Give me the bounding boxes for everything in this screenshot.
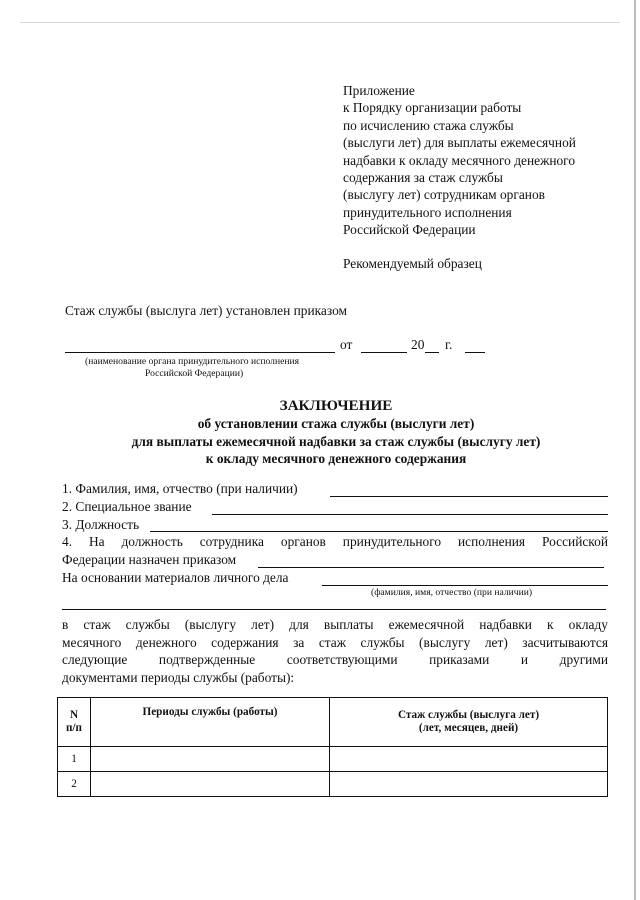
fio-continuation-blank[interactable] [62, 609, 606, 610]
num-header-line: п/п [65, 722, 82, 734]
rank-row [62, 499, 608, 517]
periods-header: Периоды службы (работы) [91, 698, 330, 747]
table-header-row [58, 698, 608, 747]
organ-caption-line: (наименование органа принудительного исполнения [85, 356, 300, 367]
order-fill-row [65, 337, 520, 357]
year-blank[interactable] [425, 352, 439, 353]
appendix-line: содержания за стаж службы [343, 170, 503, 186]
appointed-row: 4. На должность сотрудника органов принудительного исполнения Российской [62, 534, 608, 550]
form-fields [62, 481, 608, 588]
rank-label: 2. Специальное звание [62, 498, 192, 514]
position-label: 3. Должность [62, 516, 140, 532]
year-suffix: г. [445, 337, 453, 352]
position-row [62, 517, 608, 535]
number-blank[interactable] [465, 352, 485, 353]
tenure-header-line: Стаж службы (выслуга лет) [397, 709, 540, 721]
period-cell[interactable] [91, 772, 330, 797]
paragraph-line: следующие подтвержденные соответствующими приказами и другими [62, 652, 608, 668]
paragraph-line: месячного денежного содержания за стаж службы (выслугу лет) засчитываются [62, 634, 608, 650]
organ-caption-line: Российской Федерации) [145, 368, 244, 379]
year-prefix: 20 [411, 337, 425, 352]
paragraph-line: в стаж службы (выслугу лет) для выплаты ежемесячной надбавки к окладу [62, 617, 608, 632]
appendix-line: к Порядку организации работы [343, 100, 522, 116]
table-row [58, 747, 608, 772]
fio-blank[interactable] [330, 496, 608, 497]
tenure-cell[interactable] [330, 772, 608, 797]
scan-top-edge [20, 22, 620, 23]
heading-line: для выплаты ежемесячной надбавки за стаж службы (выслугу лет) [131, 433, 541, 449]
basis-row [62, 570, 608, 588]
fio-row [62, 481, 608, 499]
rank-blank[interactable] [212, 514, 608, 515]
appendix-block [343, 82, 633, 239]
order-established-text: Стаж службы (выслуга лет) установлен приказом [65, 303, 348, 318]
appointed-order-row [62, 552, 608, 570]
fio-caption: (фамилия, имя, отчество (при наличии) [371, 587, 533, 598]
organ-blank[interactable] [65, 352, 335, 353]
period-cell[interactable] [91, 747, 330, 772]
tenure-cell[interactable] [330, 747, 608, 772]
appendix-line: принудительного исполнения [343, 204, 512, 220]
position-blank[interactable] [150, 531, 608, 532]
appendix-line: (выслугу лет) сотрудникам органов [343, 187, 545, 203]
heading-line: к окладу месячного денежного содержания [205, 451, 467, 466]
table-row [58, 772, 608, 797]
paragraph-line: документами периоды службы (работы): [62, 669, 295, 685]
appendix-line: Российской Федерации [343, 222, 476, 238]
appendix-line: (выслуги лет) для выплаты ежемесячной [343, 135, 576, 151]
row-number: 2 [58, 772, 91, 797]
num-header-line: N [69, 709, 79, 721]
tenure-header [330, 698, 608, 747]
fio-label: 1. Фамилия, имя, отчество (при наличии) [62, 481, 298, 496]
appendix-line: Приложение [343, 83, 415, 98]
heading-line: об установлении стажа службы (выслуги лет) [197, 416, 475, 431]
from-label: от [340, 337, 353, 352]
periods-paragraph [62, 616, 608, 686]
basis-label: На основании материалов личного дела [62, 569, 289, 585]
tenure-header-line: (лет, месяцев, дней) [418, 722, 519, 734]
row-number: 1 [58, 747, 91, 772]
date-blank[interactable] [361, 352, 407, 353]
appointed-blank[interactable] [258, 567, 604, 568]
document-heading [64, 396, 608, 468]
appointed-label: Федерации назначен приказом [62, 552, 237, 568]
sample-note: Рекомендуемый образец [343, 256, 482, 271]
basis-blank[interactable] [322, 585, 608, 586]
periods-table [57, 697, 608, 797]
num-header [58, 698, 91, 747]
appendix-line: надбавки к окладу месячного денежного [343, 152, 576, 168]
heading-title: ЗАКЛЮЧЕНИЕ [279, 397, 393, 414]
organ-caption [85, 356, 345, 380]
scan-right-edge [634, 0, 636, 900]
appendix-line: по исчислению стажа службы [343, 117, 514, 133]
